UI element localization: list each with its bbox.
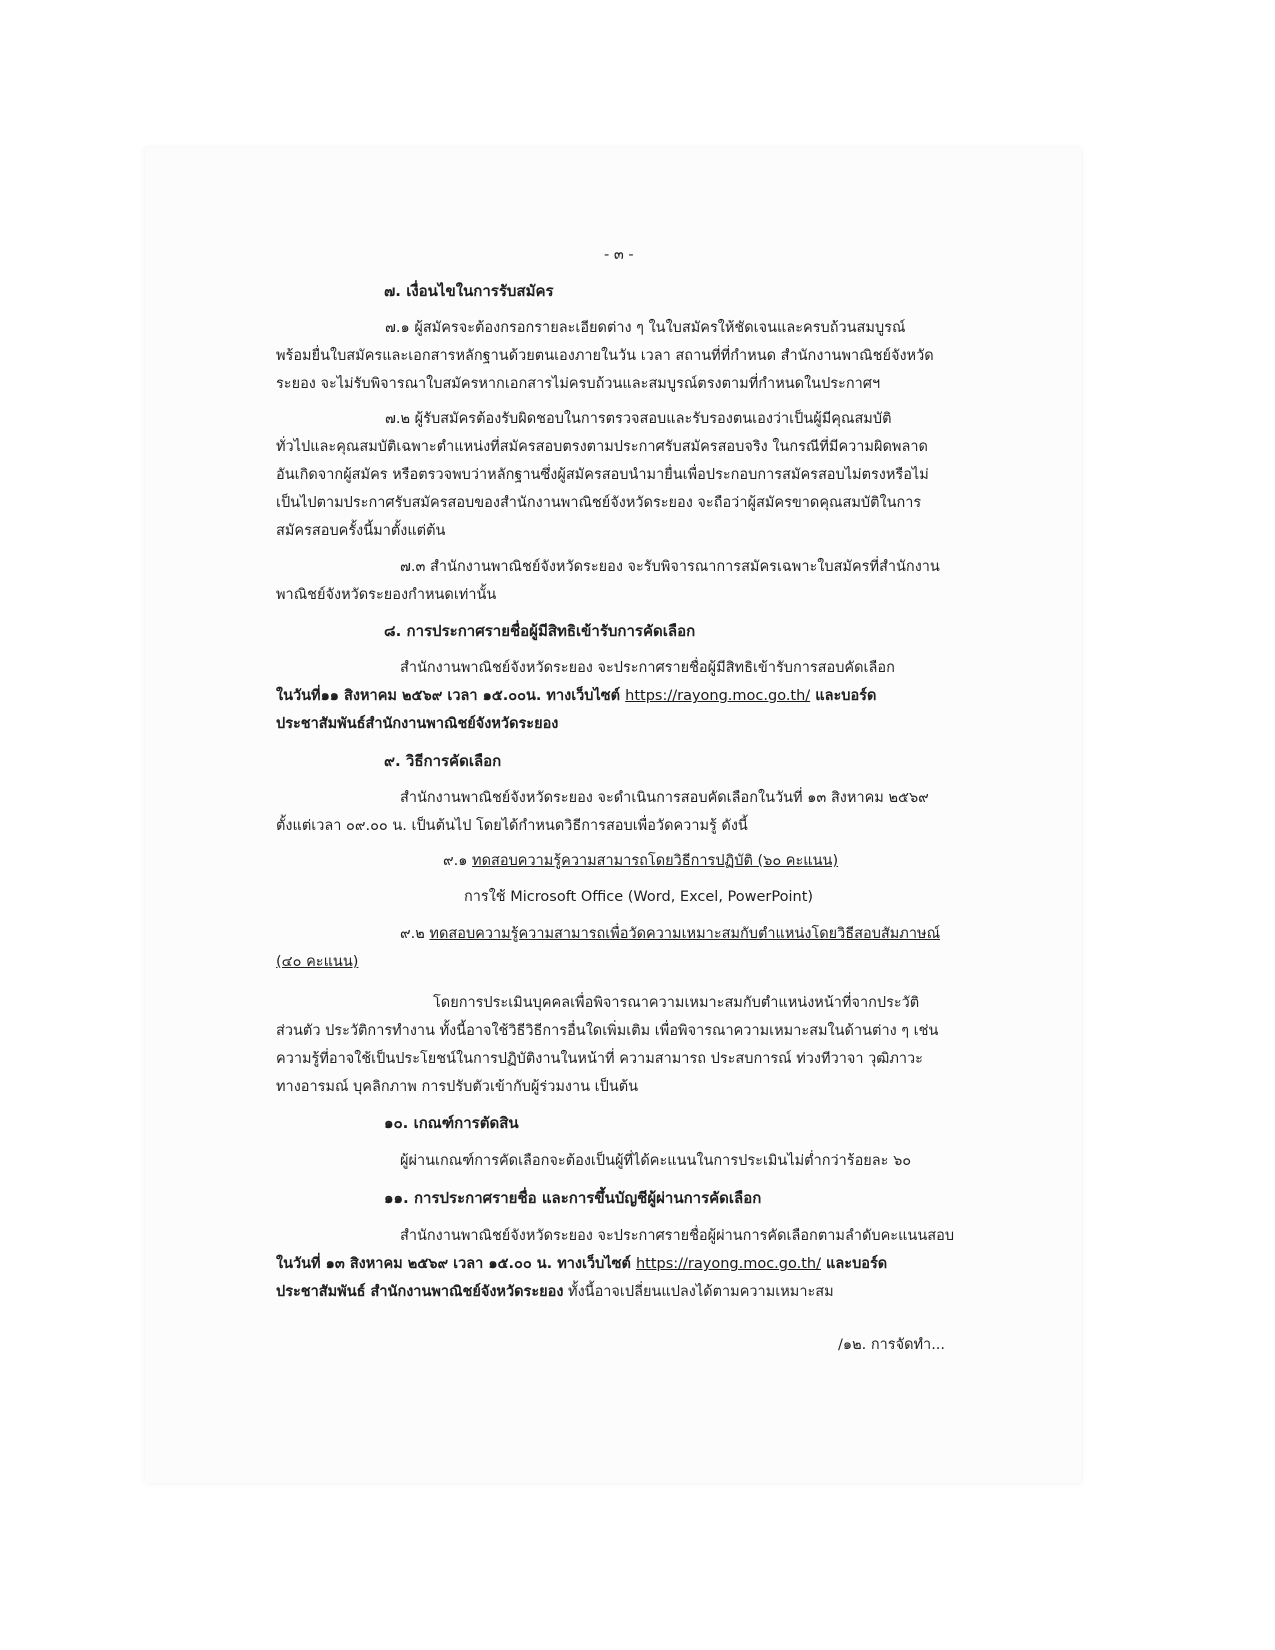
s8-date-text: ในวันที่๑๑ สิงหาคม ๒๕๖๙ เวลา ๑๕.๐๐น. ทางเว็บไซต์	[276, 688, 621, 704]
s8-line1: สำนักงานพาณิชย์จังหวัดระยอง จะประกาศรายชื่อผู้มีสิทธิเข้ารับการสอบคัดเลือก	[400, 660, 895, 676]
s11-board-text: และบอร์ด	[826, 1256, 888, 1272]
s7-p1-line3: ระยอง จะไม่รับพิจารณาใบสมัครหากเอกสารไม่ครบถ้วนและสมบูรณ์ตรงตามที่กำหนดในประกาศฯ	[276, 376, 881, 392]
s9-item2-title: ทดสอบความรู้ความสามารถเพื่อวัดความเหมาะสมกับตำแหน่งโดยวิธีสอบสัมภาษณ์	[429, 926, 941, 942]
s7-p2-line5: สมัครสอบครั้งนี้มาตั้งแต่ต้น	[276, 523, 446, 539]
page-number: - ๓ -	[604, 247, 634, 263]
s9-item1	[443, 851, 838, 871]
s9-item1-detail: การใช้ Microsoft Office (Word, Excel, PowerPoint)	[464, 889, 814, 905]
s7-p3-line2: พาณิชย์จังหวัดระยองกำหนดเท่านั้น	[276, 587, 497, 603]
s9-item1-title: ทดสอบความรู้ความสามารถโดยวิธีการปฏิบัติ (๖๐ คะแนน)	[472, 853, 839, 869]
s9-item1-number: ๙.๑	[443, 853, 468, 869]
s9-p-line4: ทางอารมณ์ บุคลิกภาพ การปรับตัวเข้ากับผู้ร่วมงาน เป็นต้น	[276, 1079, 639, 1095]
s7-p2-line4: เป็นไปตามประกาศรับสมัครสอบของสำนักงานพาณิชย์จังหวัดระยอง จะถือว่าผู้สมัครขาดคุณสมบัติในการ	[276, 495, 922, 511]
s7-p3-line1: ๗.๓ สำนักงานพาณิชย์จังหวัดระยอง จะรับพิจารณาการสมัครเฉพาะใบสมัครที่สำนักงาน	[400, 559, 940, 575]
section-9-heading: ๙. วิธีการคัดเลือก	[384, 752, 502, 770]
s11-line2	[276, 1254, 887, 1274]
s7-p2-line2: ทั่วไปและคุณสมบัติเฉพาะตำแหน่งที่สมัครสอบตรงตามประกาศรับสมัครสอบจริง ในกรณีที่มีความผิดพลาด	[276, 439, 928, 455]
section-10-heading: ๑๐. เกณฑ์การตัดสิน	[384, 1114, 519, 1132]
s9-item2	[400, 924, 940, 944]
s11-website-link[interactable]: https://rayong.moc.go.th/	[635, 1256, 821, 1272]
s9-p-line2: ส่วนตัว ประวัติการทำงาน ทั้งนี้อาจใช้วิธีวิธีการอื่นใดเพิ่มเติม เพื่อพิจารณาความเหมาะสมในด้านต่าง ๆ เช่น	[276, 1023, 939, 1039]
s9-line1: สำนักงานพาณิชย์จังหวัดระยอง จะดำเนินการสอบคัดเลือกในวันที่ ๑๓ สิงหาคม ๒๕๖๙	[400, 790, 929, 806]
s11-line3	[276, 1282, 834, 1302]
s9-item2-number: ๙.๒	[400, 926, 425, 942]
section-11-heading: ๑๑. การประกาศรายชื่อ และการขึ้นบัญชีผู้ผ่านการคัดเลือก	[384, 1189, 762, 1207]
section-8-heading: ๘. การประกาศรายชื่อผู้มีสิทธิเข้ารับการคัดเลือก	[384, 622, 696, 640]
s7-p1-line1: ๗.๑ ผู้สมัครจะต้องกรอกรายละเอียดต่าง ๆ ในใบสมัครให้ชัดเจนและครบถ้วนสมบูรณ์	[385, 320, 906, 336]
s11-note: ทั้งนี้อาจเปลี่ยนแปลงได้ตามความเหมาะสม	[568, 1284, 834, 1300]
s11-date-text: ในวันที่ ๑๓ สิงหาคม ๒๕๖๙ เวลา ๑๕.๐๐ น. ทางเว็บไซต์	[276, 1256, 631, 1272]
s9-line2: ตั้งแต่เวลา ๐๙.๐๐ น. เป็นต้นไป โดยได้กำหนดวิธีการสอบเพื่อวัดความรู้ ดังนี้	[276, 818, 748, 834]
s7-p1-line2: พร้อมยื่นใบสมัครและเอกสารหลักฐานด้วยตนเองภายในวัน เวลา สถานที่ที่กำหนด สำนักงานพาณิชย์จังหวัด	[276, 348, 934, 364]
s8-website-link[interactable]: https://rayong.moc.go.th/	[625, 688, 811, 704]
s8-board-text: และบอร์ด	[815, 688, 877, 704]
s8-line2	[276, 686, 876, 706]
s10-line1: ผู้ผ่านเกณฑ์การคัดเลือกจะต้องเป็นผู้ที่ได้คะแนนในการประเมินไม่ต่ำกว่าร้อยละ ๖๐	[400, 1153, 912, 1169]
s8-line3: ประชาสัมพันธ์สำนักงานพาณิชย์จังหวัดระยอง	[276, 716, 559, 732]
s11-board-office: ประชาสัมพันธ์ สำนักงานพาณิชย์จังหวัดระยอง	[276, 1284, 564, 1300]
s7-p2-line1: ๗.๒ ผู้รับสมัครต้องรับผิดชอบในการตรวจสอบและรับรองตนเองว่าเป็นผู้มีคุณสมบัติ	[385, 411, 892, 427]
continuation-marker: /๑๒. การจัดทำ...	[838, 1337, 946, 1353]
s9-p-line3: ความรู้ที่อาจใช้เป็นประโยชน์ในการปฏิบัติงานในหน้าที่ ความสามารถ ประสบการณ์ ท่วงทีวาจา วุฒิภาวะ	[276, 1051, 923, 1067]
s7-p2-line3: อันเกิดจากผู้สมัคร หรือตรวจพบว่าหลักฐานซึ่งผู้สมัครสอบนำมายื่นเพื่อประกอบการสมัครสอบไม่ตรงหรือไม่	[276, 467, 929, 483]
s11-line1: สำนักงานพาณิชย์จังหวัดระยอง จะประกาศรายชื่อผู้ผ่านการคัดเลือกตามลำดับคะแนนสอบ	[400, 1228, 955, 1244]
s9-item2-score: (๔๐ คะแนน)	[276, 954, 359, 970]
s9-p-line1: โดยการประเมินบุคคลเพื่อพิจารณาความเหมาะสมกับตำแหน่งหน้าที่จากประวัติ	[433, 995, 920, 1011]
section-7-heading: ๗. เงื่อนไขในการรับสมัคร	[384, 282, 554, 300]
